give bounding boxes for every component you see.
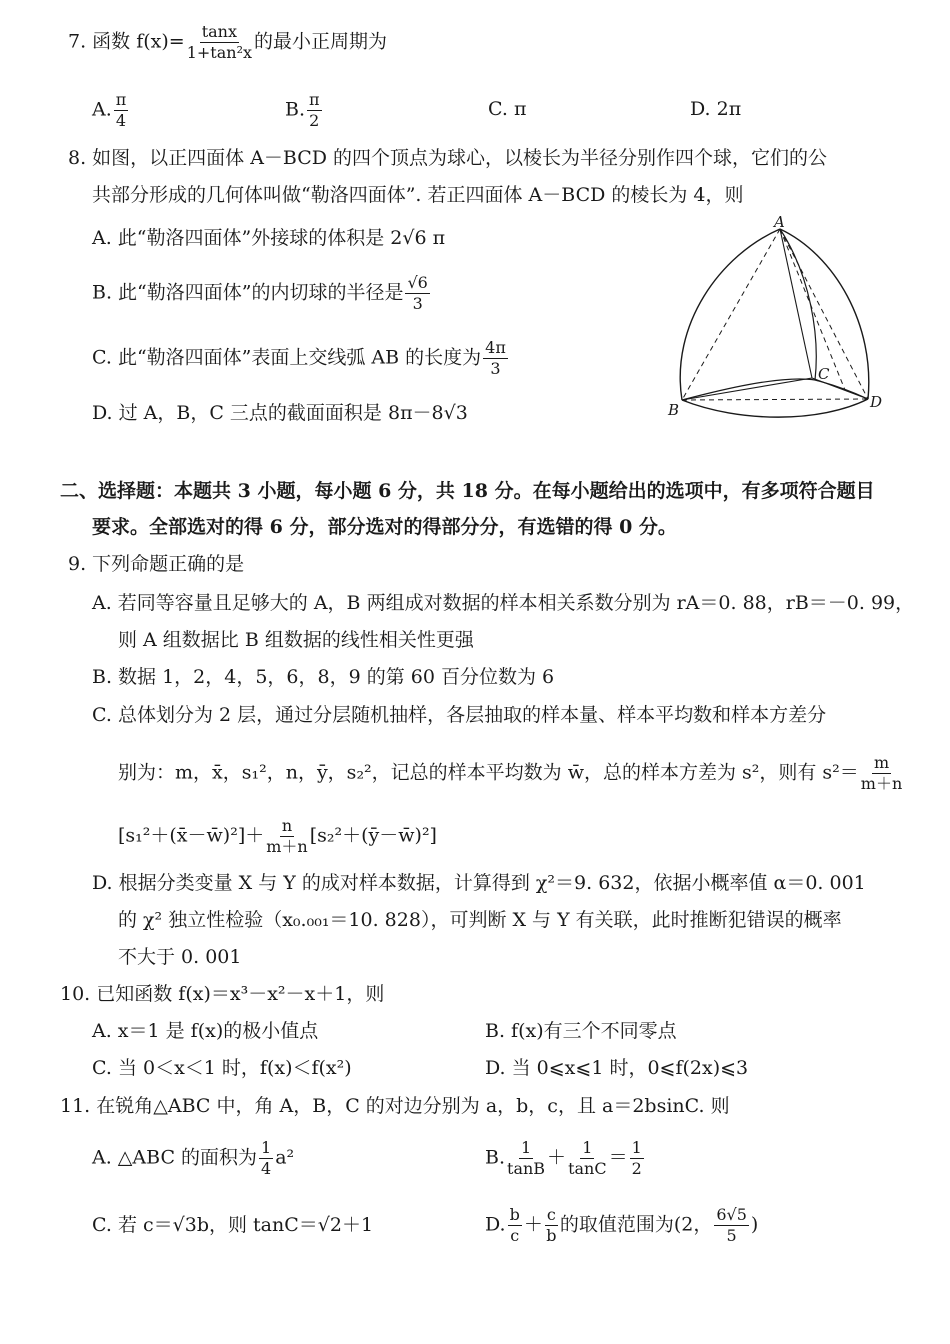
q11-option-b xyxy=(485,1140,646,1177)
vertex-label-b: B xyxy=(668,401,680,419)
q8-opt-c-frac xyxy=(483,340,508,377)
q8-option-b xyxy=(92,275,432,312)
q10-option-b: B. f(x)有三个不同零点 xyxy=(485,1020,677,1042)
q11-opt-b-f1-den: tanB xyxy=(507,1159,546,1178)
q8-opt-b-frac xyxy=(405,275,429,312)
q11-opt-a-num: 1 xyxy=(261,1138,272,1157)
q10-stem: 10. 已知函数 f(x)＝x³－x²－x＋1，则 xyxy=(60,983,385,1005)
q9-opt-c-2-text: 别为：m，x̄，s₁²，n，ȳ，s₂²，记总的样本平均数为 w̄，总的样本方差为 s²，则有 s²＝ xyxy=(118,761,859,784)
q7-option-d: D. 2π xyxy=(690,98,742,120)
vertex-label-a: A xyxy=(774,215,785,231)
q8-opt-c-text: C. 此“勒洛四面体”表面上交线弧 AB 的长度为 xyxy=(92,346,482,369)
q11-opt-d-frac-3 xyxy=(714,1207,749,1244)
q9-option-c-line-3 xyxy=(118,818,437,855)
q9-stem: 9. 下列命题正确的是 xyxy=(68,553,245,575)
q10-option-d: D. 当 0⩽x⩽1 时，0⩽f(2x)⩽3 xyxy=(485,1057,749,1079)
q8-opt-b-den: 3 xyxy=(412,294,423,313)
q11-option-a xyxy=(92,1140,294,1177)
q8-option-a: A. 此“勒洛四面体”外接球的体积是 2√6 π xyxy=(92,227,446,249)
q11-opt-b-frac-2 xyxy=(568,1140,607,1177)
q8-opt-b-text: B. 此“勒洛四面体”的内切球的半径是 xyxy=(92,281,404,304)
q7-frac-num: tanx xyxy=(201,22,237,41)
q8-option-d: D. 过 A，B，C 三点的截面面积是 8π－8√3 xyxy=(92,402,468,424)
q8-option-c xyxy=(92,340,510,377)
q9-opt-c-3-den: m＋n xyxy=(266,837,308,856)
q7-opt-a-frac xyxy=(114,92,129,129)
q11-opt-d-f2-den: b xyxy=(546,1226,557,1245)
q11-opt-d-f3-num: 6√5 xyxy=(716,1205,747,1224)
q11-opt-a-text: A. △ABC 的面积为 xyxy=(92,1146,258,1169)
q11-opt-b-frac-1 xyxy=(507,1140,545,1177)
q9-option-c-line-2 xyxy=(118,755,904,792)
q7-opt-a-num: π xyxy=(115,90,127,109)
q7-option-b xyxy=(285,92,324,129)
section2-instructions-line-2: 要求。全部选对的得 6 分，部分选对的得部分分，有选错的得 0 分。 xyxy=(92,516,677,538)
edge-b-c xyxy=(682,378,812,400)
q7-opt-a-label: A. xyxy=(92,98,112,121)
q10-option-c: C. 当 0＜x＜1 时，f(x)＜f(x²) xyxy=(92,1057,352,1079)
q7-opt-a-den: 4 xyxy=(115,111,127,130)
q11-opt-b-f3-num: 1 xyxy=(631,1138,642,1157)
q11-opt-a-den: 4 xyxy=(261,1159,272,1178)
q7-option-c: C. π xyxy=(488,98,527,120)
q11-opt-a-tail: a² xyxy=(275,1146,295,1169)
q11-opt-d-frac-1 xyxy=(508,1207,522,1244)
edge-b-d-dashed xyxy=(682,399,868,400)
q9-opt-c-2-den: m＋n xyxy=(860,774,903,793)
arc-b-c-d xyxy=(682,379,868,400)
q11-option-c: C. 若 c＝√3b，则 tanC＝√2＋1 xyxy=(92,1214,374,1236)
q7-fraction xyxy=(187,24,252,61)
q11-option-d xyxy=(485,1207,758,1244)
q11-stem: 11. 在锐角△ABC 中，角 A，B，C 的对边分别为 a，b，c，且 a＝2bsinC. 则 xyxy=(60,1095,730,1117)
q11-opt-a-frac xyxy=(259,1140,273,1177)
q11-opt-d-plus: ＋ xyxy=(523,1213,543,1236)
q9-option-a-line-1: A. 若同等容量且足够大的 A，B 两组成对数据的样本相关系数分别为 rA＝0. 88，rB＝－0. 99， xyxy=(92,592,915,614)
q9-option-d-line-3: 不大于 0. 001 xyxy=(118,946,242,968)
q11-opt-d-f2-num: c xyxy=(546,1205,556,1224)
q8-opt-c-den: 3 xyxy=(490,359,501,378)
q11-opt-d-f3-den: 5 xyxy=(726,1226,737,1245)
q7-opt-b-label: B. xyxy=(285,98,306,121)
q7-option-a xyxy=(92,92,130,129)
edge-a-b-dashed xyxy=(682,229,780,400)
q8-stem-line-2: 共部分形成的几何体叫做“勒洛四面体”. 若正四面体 A－BCD 的棱长为 4，则 xyxy=(92,184,744,206)
q11-opt-d-close: ) xyxy=(750,1213,759,1236)
q7-stem-suffix: 的最小正周期为 xyxy=(254,30,388,53)
arc-b-d xyxy=(682,399,868,417)
q11-opt-b-plus: ＋ xyxy=(547,1146,567,1169)
q9-opt-c-2-frac xyxy=(861,755,902,792)
q11-opt-d-f1-num: b xyxy=(509,1205,520,1224)
q11-opt-b-frac-3 xyxy=(630,1140,644,1177)
q9-opt-c-3a: [s₁²＋(x̄－w̄)²]＋ xyxy=(118,824,265,847)
vertex-label-c: C xyxy=(818,365,830,383)
q11-opt-d-f1-den: c xyxy=(510,1226,520,1245)
vertex-label-d: D xyxy=(870,393,883,411)
q11-opt-d-label: D. xyxy=(485,1213,506,1236)
q7-stem-prefix: 7. 函数 f(x)= xyxy=(68,30,185,53)
q9-option-c-line-1: C. 总体划分为 2 层，通过分层随机抽样，各层抽取的样本量、样本平均数和样本方差分 xyxy=(92,704,827,726)
q7-frac-den: 1+tan²x xyxy=(186,43,252,62)
q7-opt-b-den: 2 xyxy=(309,111,320,130)
q9-option-d-line-1: D. 根据分类变量 X 与 Y 的成对样本数据，计算得到 χ²＝9. 632，依据小概率值 α＝0. 001 xyxy=(92,872,866,894)
q9-option-b: B. 数据 1，2，4，5，6，8，9 的第 60 百分位数为 6 xyxy=(92,666,555,688)
q11-opt-b-f2-num: 1 xyxy=(582,1138,593,1157)
q9-opt-c-3-frac xyxy=(266,818,307,855)
q11-opt-d-frac-2 xyxy=(545,1207,558,1244)
q11-opt-d-text: 的取值范围为(2， xyxy=(559,1213,713,1236)
q7-stem xyxy=(68,24,387,61)
q8-opt-c-num: 4π xyxy=(485,338,506,357)
q8-stem-line-1: 8. 如图，以正四面体 A－BCD 的四个顶点为球心，以棱长为半径分别作四个球，它们的公 xyxy=(68,147,828,169)
q11-opt-b-f3-den: 2 xyxy=(631,1159,642,1178)
q11-opt-b-f1-num: 1 xyxy=(520,1138,532,1157)
q11-opt-b-eq: ＝ xyxy=(608,1146,628,1169)
edge-a-inner-dashed xyxy=(780,229,845,390)
reuleaux-tetrahedron-figure xyxy=(660,215,890,430)
q10-option-a: A. x＝1 是 f(x)的极小值点 xyxy=(92,1020,319,1042)
q9-opt-c-2-num: m xyxy=(873,753,890,772)
q7-opt-b-num: π xyxy=(309,90,320,109)
section2-instructions-line-1: 二、选择题：本题共 3 小题，每小题 6 分，共 18 分。在每小题给出的选项中，有多项符合题目 xyxy=(60,480,875,502)
q7-opt-b-frac xyxy=(307,92,322,129)
q9-opt-c-3-num: n xyxy=(281,816,293,835)
q8-opt-b-num: √6 xyxy=(407,273,428,292)
q9-option-a-line-2: 则 A 组数据比 B 组数据的线性相关性更强 xyxy=(118,629,474,651)
q9-option-d-line-2: 的 χ² 独立性检验（x₀.₀₀₁＝10. 828），可判断 X 与 Y 有关联，此时推断犯错误的概率 xyxy=(118,909,842,931)
edge-a-c xyxy=(780,229,812,378)
q11-opt-b-label: B. xyxy=(485,1146,506,1169)
q9-opt-c-3b: [s₂²＋(ȳ－w̄)²] xyxy=(309,824,437,847)
q11-opt-b-f2-den: tanC xyxy=(568,1159,607,1178)
